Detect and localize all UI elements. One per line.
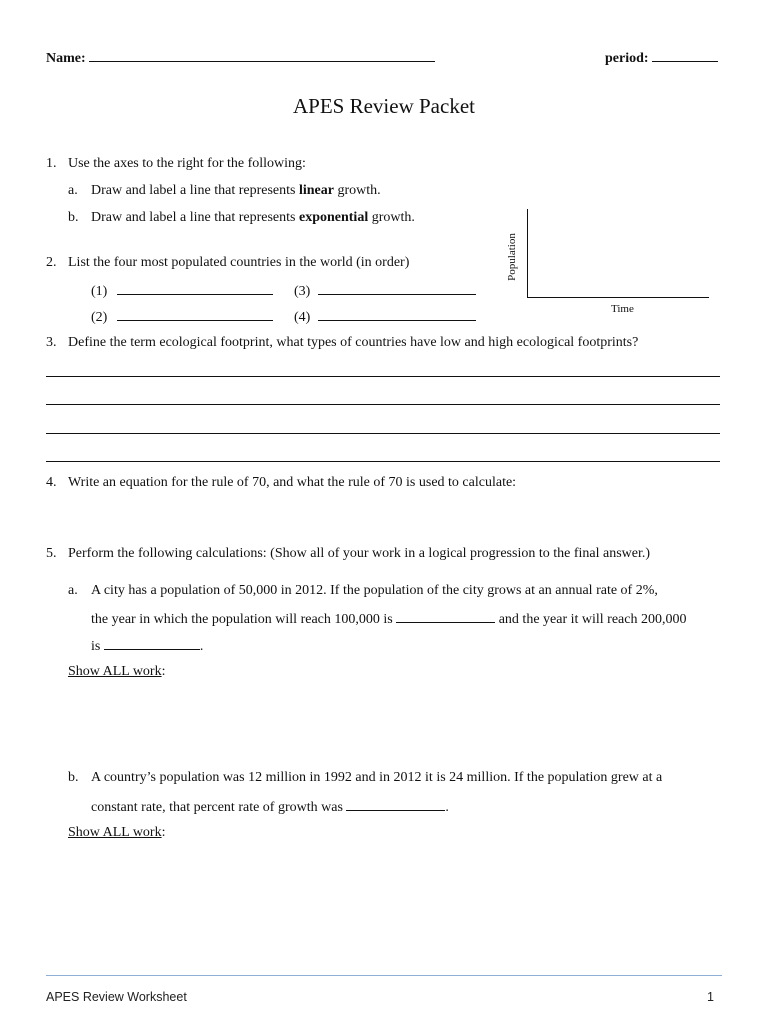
q5-number: 5. — [46, 546, 57, 561]
q5b-line-2-pre: constant rate, that percent rate of growth was — [91, 800, 347, 815]
q5a-line-3-post: . — [199, 639, 204, 654]
q3-answer-line-3[interactable] — [46, 433, 720, 434]
y-axis — [527, 209, 528, 298]
q5a-line-2-mid: and the year it will reach 200,000 — [495, 612, 687, 627]
q1b-letter: b. — [68, 210, 79, 225]
q2-text: List the four most populated countries in the world (in order) — [68, 255, 410, 270]
q2-slot-3-label: (3) — [294, 284, 311, 299]
q5a-letter: a. — [68, 583, 78, 598]
q3-text: Define the term ecological footprint, what types of countries have low and high ecological footprints? — [68, 335, 639, 350]
q5a-year-200000-field[interactable] — [104, 636, 200, 650]
q1a-bold: linear — [298, 183, 334, 198]
q3-answer-line-2[interactable] — [46, 404, 720, 405]
name-label — [46, 48, 435, 68]
q2-slot-1 — [91, 281, 273, 301]
q5a-show-work-label: Show ALL work — [68, 664, 162, 679]
q1a-text — [91, 182, 381, 200]
period-field[interactable] — [652, 48, 718, 62]
q5b-show-work — [68, 824, 165, 842]
q5b-line-2 — [91, 797, 449, 817]
period-label-text: period: — [605, 51, 649, 66]
q5a-show-work — [68, 663, 165, 681]
q5a-show-work-colon: : — [161, 664, 166, 679]
footer-title: APES Review Worksheet — [46, 990, 187, 1004]
q5b-rate-field[interactable] — [346, 797, 445, 811]
x-axis — [527, 297, 709, 298]
q2-slot-4 — [294, 307, 476, 327]
x-axis-label: Time — [611, 303, 634, 315]
q4-number: 4. — [46, 475, 57, 490]
q1b-bold: exponential — [298, 210, 369, 225]
q5b-show-work-label: Show ALL work — [68, 825, 162, 840]
q4-text: Write an equation for the rule of 70, and what the rule of 70 is used to calculate: — [68, 475, 517, 490]
name-label-text: Name: — [46, 51, 86, 66]
period-label — [605, 48, 718, 68]
q2-number: 2. — [46, 255, 57, 270]
name-field[interactable] — [89, 48, 435, 62]
q2-slot-4-field[interactable] — [318, 307, 476, 321]
q2-slot-1-field[interactable] — [117, 281, 273, 295]
q5a-line-2-pre: the year in which the population will reach 100,000 is — [91, 612, 397, 627]
q1a-letter: a. — [68, 183, 78, 198]
q1b-post: growth. — [368, 210, 415, 225]
q2-slot-4-label: (4) — [294, 310, 311, 325]
q3-answer-line-4[interactable] — [46, 461, 720, 462]
q3-number: 3. — [46, 335, 57, 350]
q1-number: 1. — [46, 156, 57, 171]
q2-slot-3 — [294, 281, 476, 301]
q2-slot-2 — [91, 307, 273, 327]
footer-divider — [46, 975, 722, 976]
q5a-line-3 — [91, 636, 203, 656]
q2-slot-2-field[interactable] — [117, 307, 273, 321]
q1b-text — [91, 209, 415, 227]
q1a-post: growth. — [333, 183, 381, 198]
q5b-show-work-colon: : — [161, 825, 166, 840]
page-title: APES Review Packet — [293, 94, 475, 118]
q1b-pre: Draw and label a line that represents — [91, 210, 299, 225]
y-axis-label: Population — [506, 233, 518, 281]
q1a-pre: Draw and label a line that represents — [91, 183, 299, 198]
q5a-year-100000-field[interactable] — [396, 609, 495, 623]
q3-answer-line-1[interactable] — [46, 376, 720, 377]
page-number: 1 — [707, 990, 714, 1004]
q2-slot-2-label: (2) — [91, 310, 108, 325]
q5a-line-1: A city has a population of 50,000 in 2012. If the population of the city grows at an annual rate of 2%, — [91, 583, 658, 598]
q2-slot-3-field[interactable] — [318, 281, 476, 295]
q5a-line-2 — [91, 609, 687, 629]
q1-text: Use the axes to the right for the following: — [68, 156, 306, 171]
q5b-line-1: A country’s population was 12 million in 1992 and in 2012 it is 24 million. If the population grew at a — [91, 770, 663, 785]
q5b-letter: b. — [68, 770, 79, 785]
q5b-line-2-post: . — [445, 800, 449, 815]
q5a-line-3-pre: is — [91, 639, 104, 654]
q2-slot-1-label: (1) — [91, 284, 108, 299]
q5-text: Perform the following calculations: (Show all of your work in a logical progression to the final answer.) — [68, 546, 651, 561]
